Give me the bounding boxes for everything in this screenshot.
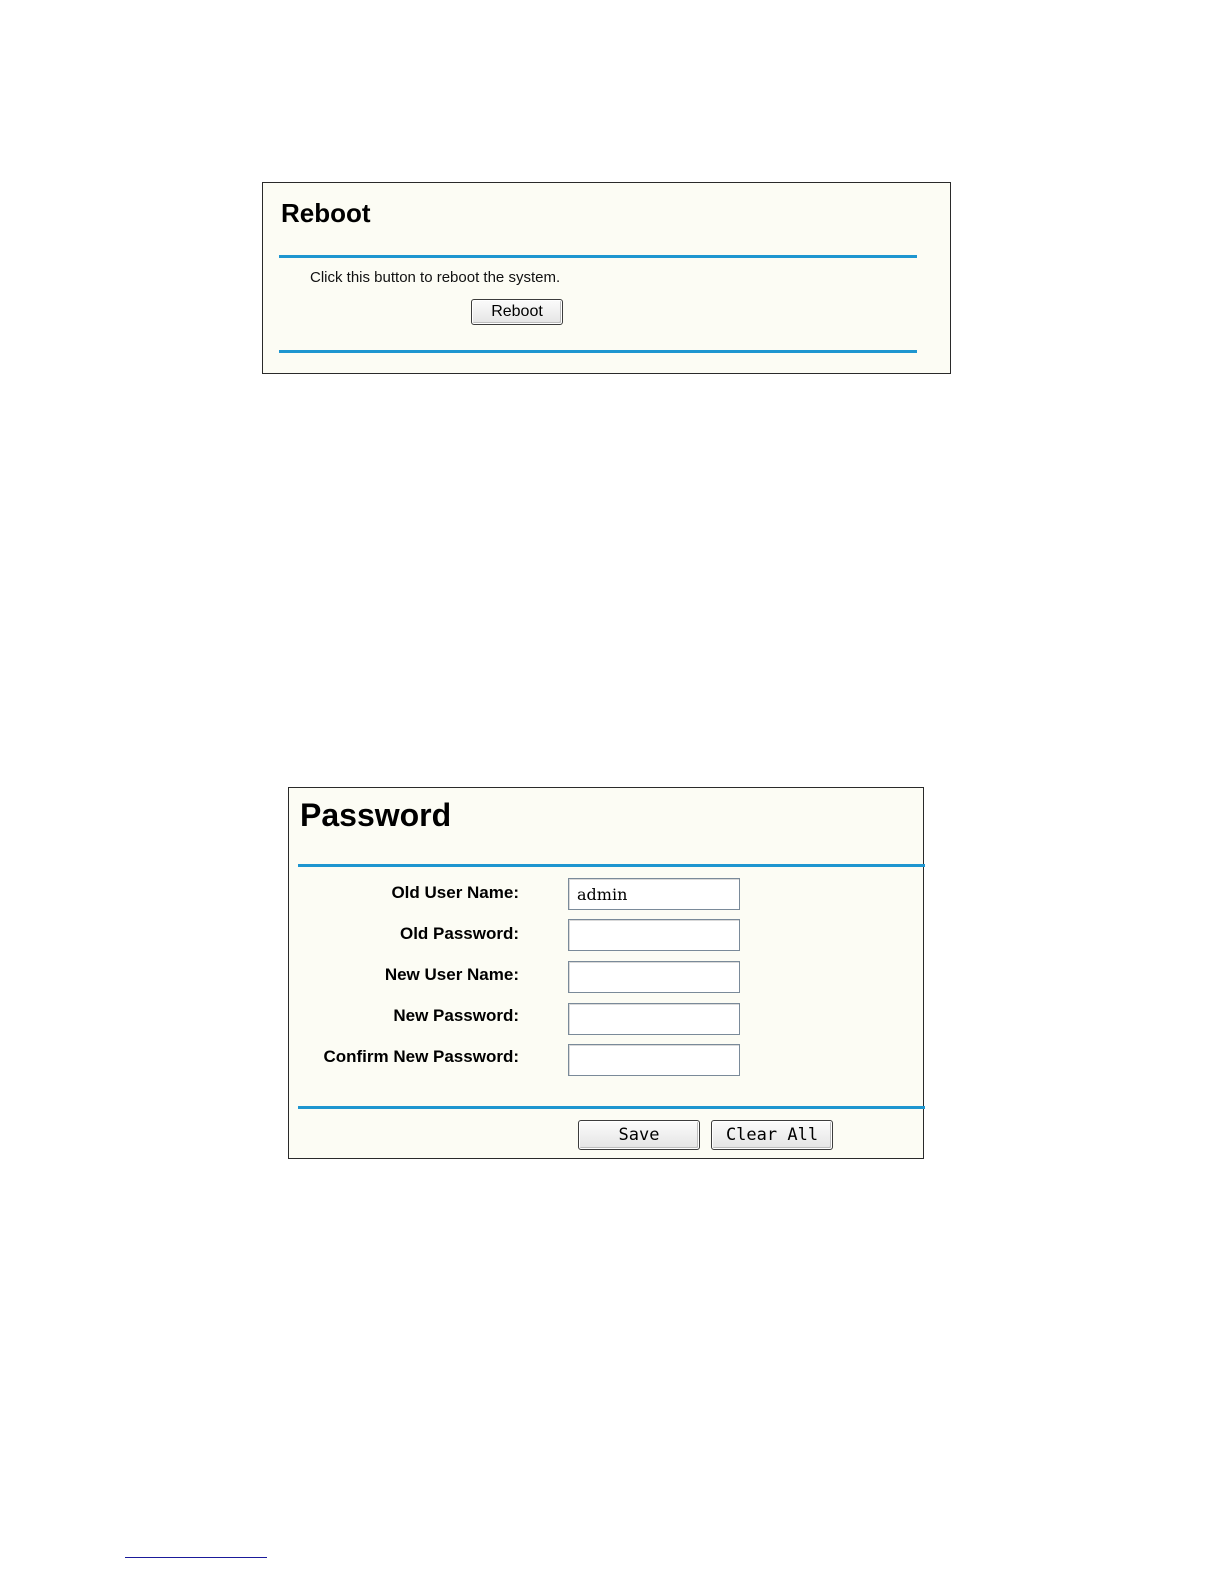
new-user-name-label: New User Name:	[384, 965, 519, 984]
reboot-title: Reboot	[281, 198, 371, 228]
reboot-panel	[262, 182, 951, 374]
new-password-label: New Password:	[393, 1006, 519, 1025]
old-password-label: Old Password:	[399, 924, 519, 943]
old-user-name-label: Old User Name:	[391, 883, 519, 902]
password-title: Password	[300, 797, 452, 833]
old-password-input[interactable]	[568, 919, 740, 951]
reboot-top-divider	[279, 255, 917, 258]
password-panel	[288, 787, 924, 1159]
new-password-input[interactable]	[568, 1003, 740, 1035]
old-user-name-input[interactable]	[568, 878, 740, 910]
reboot-description: Click this button to reboot the system.	[310, 269, 561, 286]
password-bottom-divider	[298, 1106, 925, 1109]
footnote-separator	[125, 1557, 267, 1558]
new-user-name-input[interactable]	[568, 961, 740, 993]
reboot-button[interactable]: Reboot	[471, 299, 563, 325]
confirm-new-password-input[interactable]	[568, 1044, 740, 1076]
confirm-new-password-label: Confirm New Password:	[323, 1047, 519, 1066]
clear-all-button[interactable]: Clear All	[711, 1120, 833, 1150]
save-button[interactable]: Save	[578, 1120, 700, 1150]
reboot-bottom-divider	[279, 350, 917, 353]
password-top-divider	[298, 864, 925, 867]
